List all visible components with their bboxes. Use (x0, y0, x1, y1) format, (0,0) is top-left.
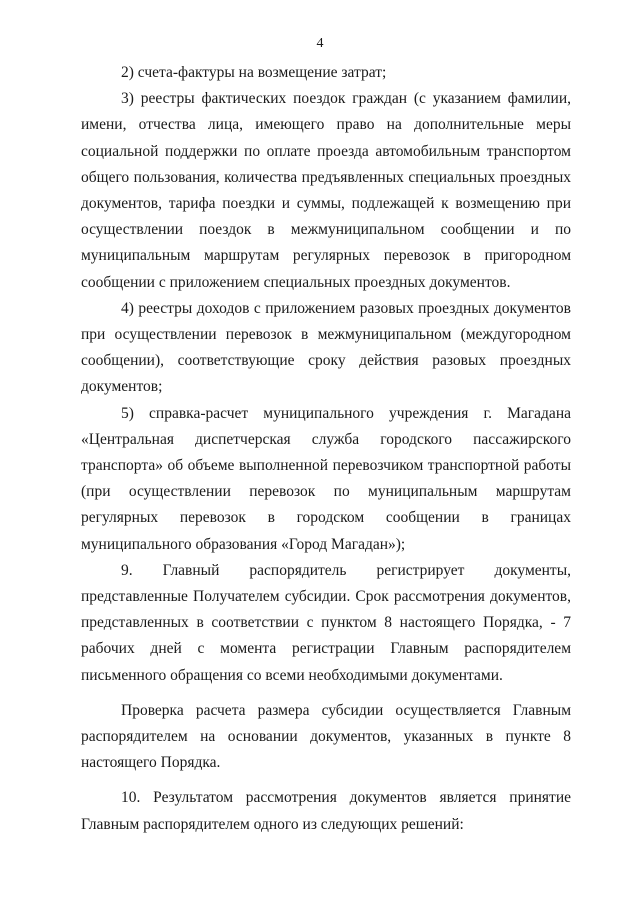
paragraph-trip-registers: 3) реестры фактических поездок граждан (с указанием фамилии, имени, отчества лица, имеющего право на дополнительные меры социальной поддержки по оплате проезда автомобильным транспортом общего пользования, количества предъявленных специальных проездных документов, тарифа поездки и суммы, подлежащей к возмещению при осуществлении поездок в межмуниципальном сообщении и по муниципальным маршрутам регулярных перевозок в пригородном сообщении с приложением специальных проездных документов. (81, 90, 571, 291)
paragraph-calculation-certificate: 5) справка-расчет муниципального учреждения г. Магадана «Центральная диспетчерская служба городского пассажирского транспорта» об объеме выполненной перевозчиком транспортной работы (при осуществлении перевозок по муниципальным маршрутам регулярных перевозок в городском сообщении в границах муниципального образования «Город Магадан»); (81, 404, 571, 553)
paragraph-item-9: 9. Главный распорядитель регистрирует документы, представленные Получателем субсидии. Срок рассмотрения документов, представленных в соответствии с пунктом 8 настоящего Порядка, - 7 рабочих дней с момента регистрации Главным распорядителем письменного обращения со всеми необходимыми документами. (81, 561, 571, 684)
paragraph-invoices: 2) счета-фактуры на возмещение затрат; (121, 64, 387, 81)
paragraph-item-10: 10. Результатом рассмотрения документов является принятие Главным распорядителем одного из следующих решений: (81, 789, 571, 833)
document-body (81, 60, 571, 838)
paragraph-income-registers: 4) реестры доходов с приложением разовых проездных документов при осуществлении перевозок в межмуниципальном (междугородном сообщении), соответствующие сроку действия разовых проездных документов; (81, 299, 571, 396)
page-number: 4 (316, 36, 324, 51)
paragraph-subsidy-check: Проверка расчета размера субсидии осуществляется Главным распорядителем на основании документов, указанных в пункте 8 настоящего Порядка. (81, 701, 571, 772)
